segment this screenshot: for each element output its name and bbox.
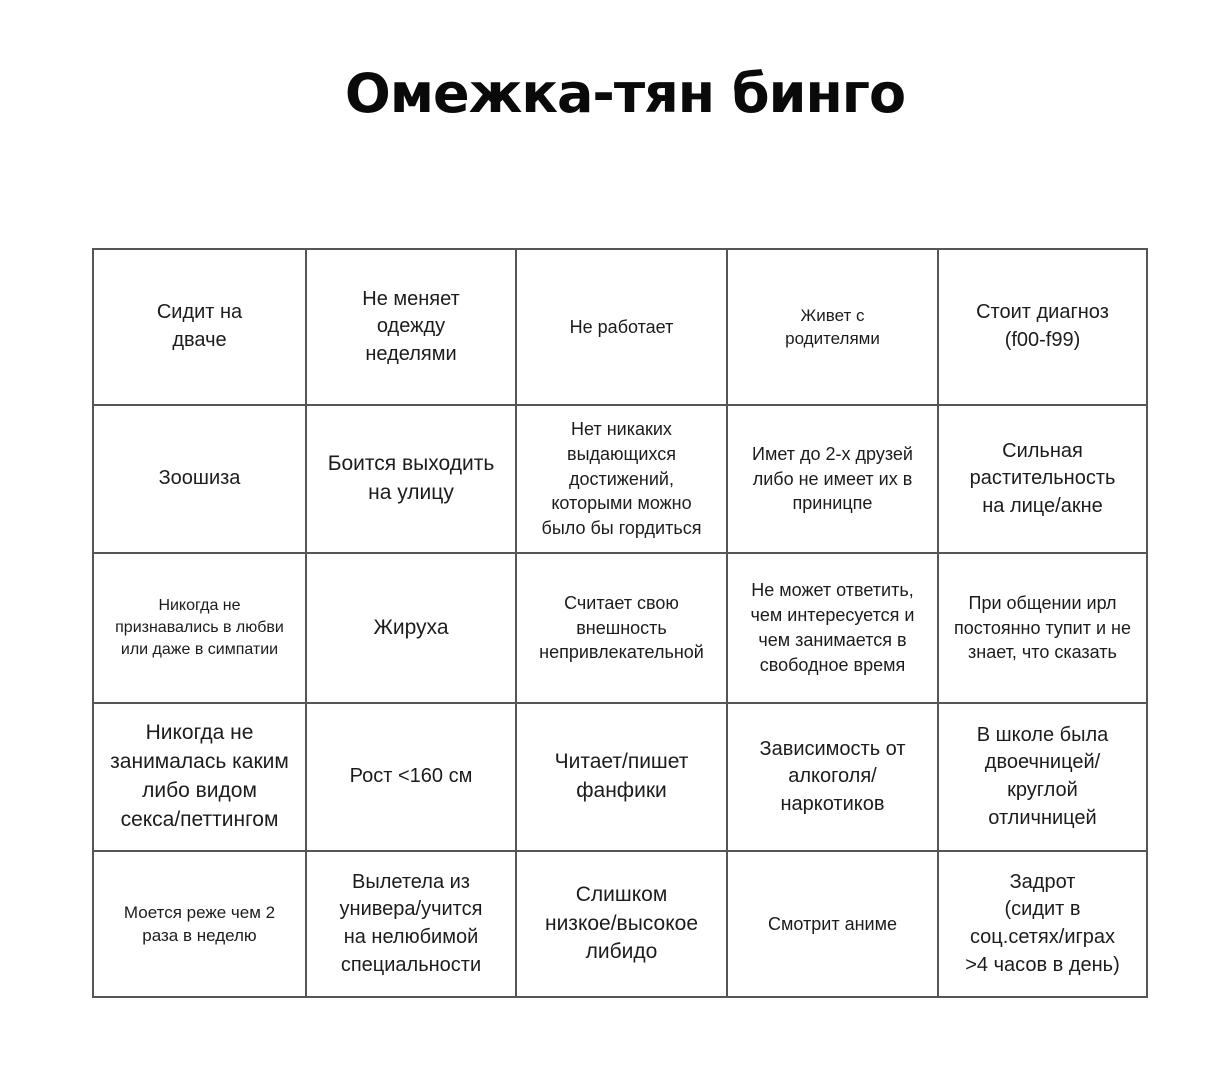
bingo-cell-r5c5 (939, 852, 1146, 996)
cell-text: Сильная растительность на лице/акне (969, 439, 1116, 517)
page-title: Омежка-тян бинго (344, 62, 906, 125)
cell-text: Не меняет одежду неделями (362, 287, 460, 365)
bingo-cell-r4c4 (728, 704, 939, 852)
cell-text: Боится выходить на улицу (327, 452, 495, 504)
bingo-cell-r1c1 (94, 250, 307, 406)
bingo-cell-r2c2 (307, 406, 517, 554)
bingo-cell-r2c5 (939, 406, 1146, 554)
bingo-cell-r1c5 (939, 250, 1146, 406)
bingo-cell-r3c4 (728, 554, 939, 704)
bingo-cell-r3c2 (307, 554, 517, 704)
cell-text: Задрот (сидит в соц.сетях/играх >4 часов в день) (965, 870, 1120, 976)
bingo-cell-r1c3 (517, 250, 728, 406)
cell-text: Вылетела из универа/учится на нелюбимой специальности (339, 870, 483, 976)
bingo-cell-r1c4 (728, 250, 939, 406)
bingo-cell-r1c2 (307, 250, 517, 406)
cell-text: Стоит диагноз (f00-f99) (976, 301, 1109, 351)
cell-text: Живет с родителями (785, 305, 880, 348)
cell-text: Слишком низкое/высокое либидо (544, 882, 699, 964)
bingo-cell-r4c2 (307, 704, 517, 852)
cell-text: Имет до 2-х друзей либо не имеет их в приницпе (752, 443, 913, 514)
cell-text: Сидит на дваче (156, 301, 243, 351)
cell-text: При общении ирл постоянно тупит и не знает, что сказать (954, 592, 1131, 663)
bingo-cell-r2c1 (94, 406, 307, 554)
bingo-cell-r5c2 (307, 852, 517, 996)
cell-text: В школе была двоечницей/ круглой отличницей (976, 723, 1109, 829)
bingo-cell-r5c4 (728, 852, 939, 996)
bingo-cell-r2c3 (517, 406, 728, 554)
bingo-cell-r3c1 (94, 554, 307, 704)
bingo-cell-r5c1 (94, 852, 307, 996)
cell-text: Смотрит аниме (768, 913, 897, 934)
cell-text: Зависимость от алкоголя/ наркотиков (759, 737, 906, 815)
bingo-cell-r4c1 (94, 704, 307, 852)
bingo-cell-r3c5 (939, 554, 1146, 704)
bingo-cell-r4c5 (939, 704, 1146, 852)
cell-text: Зоошиза (158, 467, 241, 490)
cell-text: Рост <160 см (349, 765, 473, 788)
cell-text: Моется реже чем 2 раза в неделю (123, 902, 276, 945)
cell-text: Не работает (569, 316, 674, 337)
bingo-cell-r5c3 (517, 852, 728, 996)
cell-text: Никогда не занималась каким либо видом секса/петтингом (110, 721, 289, 831)
cell-text: Не может ответить, чем интересуется и чем занимается в свободное время (750, 580, 915, 675)
bingo-grid (92, 248, 1148, 998)
bingo-cell-r2c4 (728, 406, 939, 554)
bingo-cell-r4c3 (517, 704, 728, 852)
cell-text: Нет никаких выдающихся достижений, которыми можно было бы гордиться (541, 418, 702, 539)
cell-text: Никогда не признавались в любви или даже в симпатии (115, 596, 284, 659)
bingo-cell-r3c3 (517, 554, 728, 704)
cell-text: Считает свою внешность непривлекательной (539, 592, 704, 663)
cell-text: Читает/пишет фанфики (554, 750, 689, 802)
cell-text: Жируха (373, 615, 449, 639)
